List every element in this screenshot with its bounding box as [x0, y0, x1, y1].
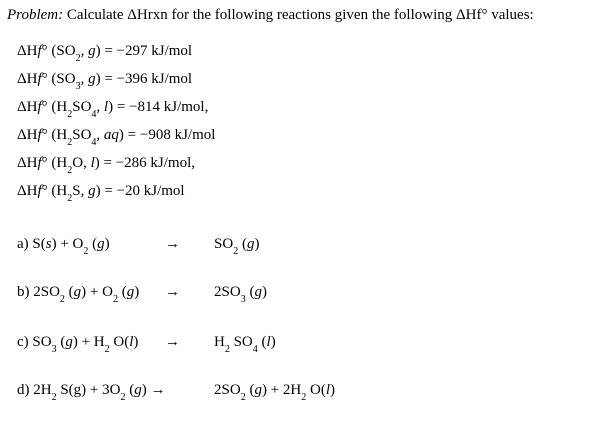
- reaction-c-reactants: c) $SO_3$ $(g) + H_2$ O(l): [17, 334, 139, 355]
- value-so3: ΔHf° ($SO_3$, g) = −396 kJ/mol: [17, 71, 193, 92]
- value-h2o-l: ΔHf° ($H_2O$, l) = −286 kJ/mol,: [17, 155, 196, 176]
- reaction-b-arrow: →: [165, 284, 180, 300]
- value-h2s-g: ΔHf° ($H_2S$, g) = −20 kJ/mol: [17, 183, 185, 204]
- reaction-b: [17, 283, 597, 305]
- value-h2so4-aq: ΔHf° ($H_2SO_4$, aq) = −908 kJ/mol: [17, 127, 216, 148]
- reaction-a: [17, 235, 597, 257]
- problem-label: Problem:: [7, 7, 64, 23]
- value-h2so4-l: ΔHf° ($H_2SO_4$, l) = −814 kJ/mol,: [17, 99, 209, 120]
- reaction-c-products: $H_2$ $SO_4$ (l): [214, 334, 276, 355]
- problem-text: Calculate ΔHrxn for the following reactions given the following ΔHf° values:: [63, 7, 534, 23]
- value-so2: ΔHf° ($SO_2$, g) = −297 kJ/mol: [17, 43, 193, 64]
- reaction-d-products: $2SO_2$ $(g) + 2H_2$ O(l): [214, 382, 335, 403]
- reaction-a-reactants: a) $S(s) + O_2$ (g): [17, 236, 110, 257]
- problem-statement: [7, 6, 534, 24]
- reaction-a-products: $SO_2$ (g): [214, 236, 260, 257]
- reaction-c-arrow: →: [165, 334, 180, 350]
- reaction-b-reactants: b) $2SO_2$ $(g) + O_2$ (g): [17, 284, 140, 305]
- reaction-d-arrow: →: [150, 382, 166, 398]
- reaction-a-arrow: →: [165, 236, 180, 252]
- reaction-c: [17, 333, 597, 355]
- reaction-d: [17, 381, 597, 403]
- reaction-d-reactants: d) $2H_2$ $S(g) + 3O_2$ (g) →: [17, 382, 166, 403]
- reaction-b-products: $2SO_3$ (g): [214, 284, 267, 305]
